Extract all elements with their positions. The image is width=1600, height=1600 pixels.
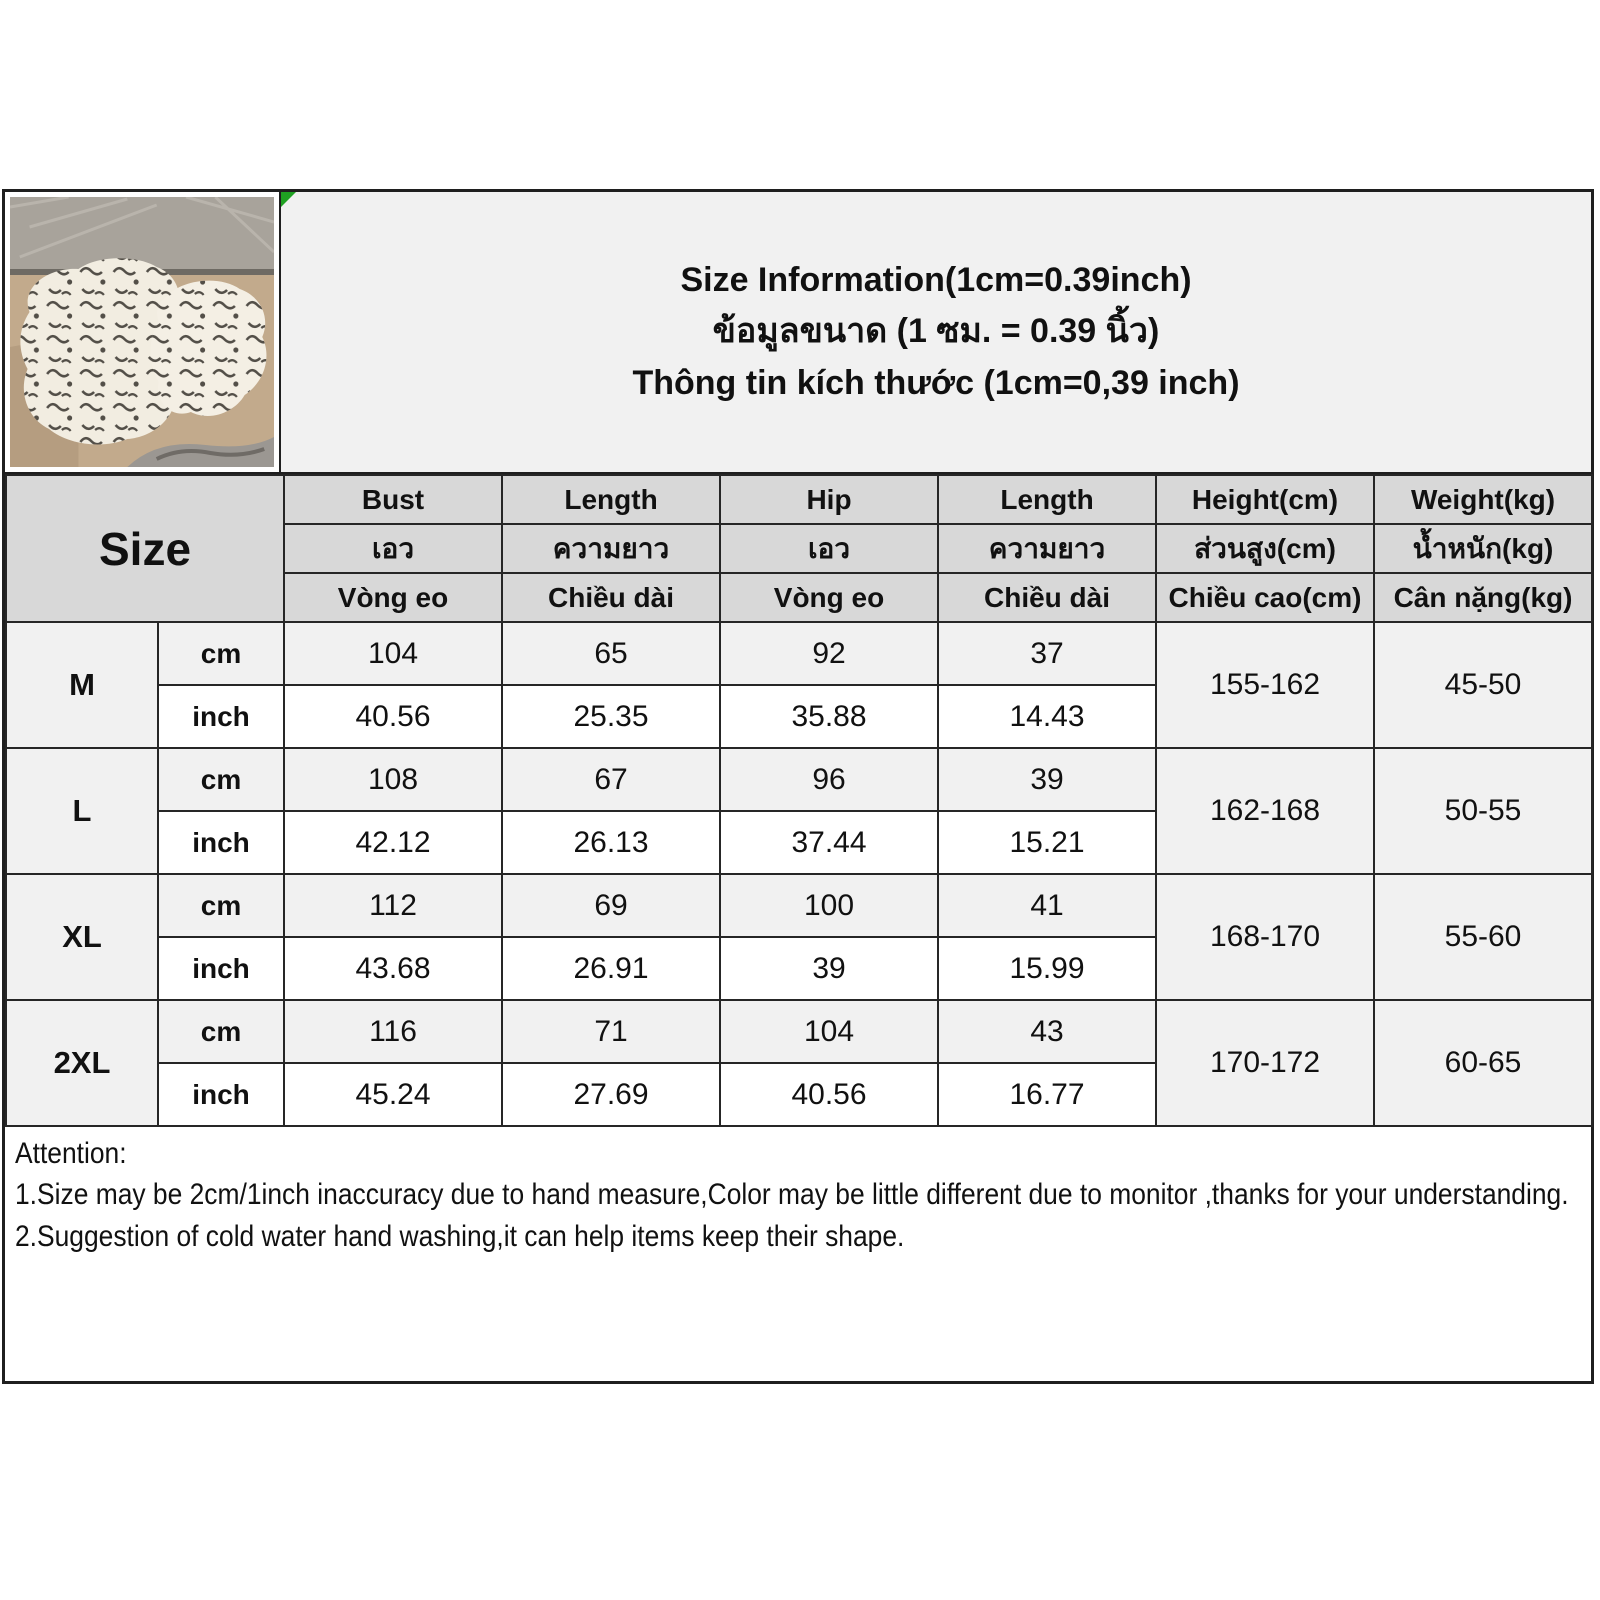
col-header-weight-vi: Cân nặng(kg): [1374, 573, 1592, 622]
col-header-hip-vi: Vòng eo: [720, 573, 938, 622]
size-table: [5, 474, 1593, 1127]
col-header-bust-en: Bust: [284, 475, 502, 524]
table-cell: 16.77: [938, 1063, 1156, 1126]
col-header-length-vi: Chiều dài: [502, 573, 720, 622]
size-header-cell: Size: [6, 475, 284, 622]
unit-label: inch: [158, 811, 284, 874]
header-row: [5, 192, 1591, 474]
col-header-bust-th: เอว: [284, 524, 502, 573]
table-cell: 41: [938, 874, 1156, 937]
unit-label: cm: [158, 1000, 284, 1063]
table-cell: 67: [502, 748, 720, 811]
table-cell: 40.56: [284, 685, 502, 748]
col-header-hip-th: เอว: [720, 524, 938, 573]
unit-label: cm: [158, 874, 284, 937]
table-cell: 39: [720, 937, 938, 1000]
table-cell: 100: [720, 874, 938, 937]
col-header-height-en: Height(cm): [1156, 475, 1374, 524]
table-cell: 37: [938, 622, 1156, 685]
cell-corner-marker-icon: [281, 192, 296, 207]
table-cell: 112: [284, 874, 502, 937]
table-cell: 43.68: [284, 937, 502, 1000]
weight-range-2xl: 60-65: [1374, 1000, 1592, 1126]
table-cell: 42.12: [284, 811, 502, 874]
table-cell: 15.21: [938, 811, 1156, 874]
product-photo: [5, 192, 281, 472]
col-header-height-vi: Chiều cao(cm): [1156, 573, 1374, 622]
table-cell: 108: [284, 748, 502, 811]
table-cell: 116: [284, 1000, 502, 1063]
attention-line-2: 2.Suggestion of cold water hand washing,it can help items keep their shape.: [15, 1219, 905, 1253]
title-vietnamese: Thông tin kích thước (1cm=0,39 inch): [632, 363, 1240, 402]
unit-label: inch: [158, 937, 284, 1000]
weight-range-m: 45-50: [1374, 622, 1592, 748]
weight-range-l: 50-55: [1374, 748, 1592, 874]
col-header-length2-vi: Chiều dài: [938, 573, 1156, 622]
table-cell: 39: [938, 748, 1156, 811]
table-cell: 27.69: [502, 1063, 720, 1126]
table-cell: 43: [938, 1000, 1156, 1063]
table-cell: 40.56: [720, 1063, 938, 1126]
size-chart-sheet: [2, 189, 1594, 1384]
unit-label: inch: [158, 685, 284, 748]
size-info-title-block: [281, 192, 1591, 472]
col-header-height-th: ส่วนสูง(cm): [1156, 524, 1374, 573]
height-range-2xl: 170-172: [1156, 1000, 1374, 1126]
height-range-l: 162-168: [1156, 748, 1374, 874]
table-cell: 71: [502, 1000, 720, 1063]
table-cell: 26.91: [502, 937, 720, 1000]
size-label-xl: XL: [6, 874, 158, 1000]
col-header-length-th: ความยาว: [502, 524, 720, 573]
unit-label: cm: [158, 622, 284, 685]
col-header-weight-en: Weight(kg): [1374, 475, 1592, 524]
table-cell: 45.24: [284, 1063, 502, 1126]
table-cell: 15.99: [938, 937, 1156, 1000]
col-header-weight-th: น้ำหนัก(kg): [1374, 524, 1592, 573]
height-range-xl: 168-170: [1156, 874, 1374, 1000]
attention-line-1: 1.Size may be 2cm/1inch inaccuracy due to hand measure,Color may be little different due to monitor ,thanks for your understanding.: [15, 1178, 1569, 1212]
table-cell: 104: [284, 622, 502, 685]
attention-note: [5, 1127, 1591, 1381]
table-cell: 104: [720, 1000, 938, 1063]
weight-range-xl: 55-60: [1374, 874, 1592, 1000]
table-cell: 69: [502, 874, 720, 937]
size-label-m: M: [6, 622, 158, 748]
height-range-m: 155-162: [1156, 622, 1374, 748]
col-header-length2-th: ความยาว: [938, 524, 1156, 573]
col-header-length2-en: Length: [938, 475, 1156, 524]
size-label-2xl: 2XL: [6, 1000, 158, 1126]
title-thai: ข้อมูลขนาด (1 ซม. = 0.39 นิ้ว): [712, 312, 1160, 351]
table-cell: 65: [502, 622, 720, 685]
table-cell: 96: [720, 748, 938, 811]
product-photo-image: [10, 197, 274, 467]
table-cell: 35.88: [720, 685, 938, 748]
table-cell: 37.44: [720, 811, 938, 874]
col-header-length-en: Length: [502, 475, 720, 524]
attention-heading: Attention:: [15, 1137, 127, 1170]
col-header-hip-en: Hip: [720, 475, 938, 524]
col-header-bust-vi: Vòng eo: [284, 573, 502, 622]
table-cell: 26.13: [502, 811, 720, 874]
title-english: Size Information(1cm=0.39inch): [680, 260, 1192, 299]
table-cell: 92: [720, 622, 938, 685]
unit-label: inch: [158, 1063, 284, 1126]
unit-label: cm: [158, 748, 284, 811]
table-cell: 25.35: [502, 685, 720, 748]
size-label-l: L: [6, 748, 158, 874]
table-cell: 14.43: [938, 685, 1156, 748]
